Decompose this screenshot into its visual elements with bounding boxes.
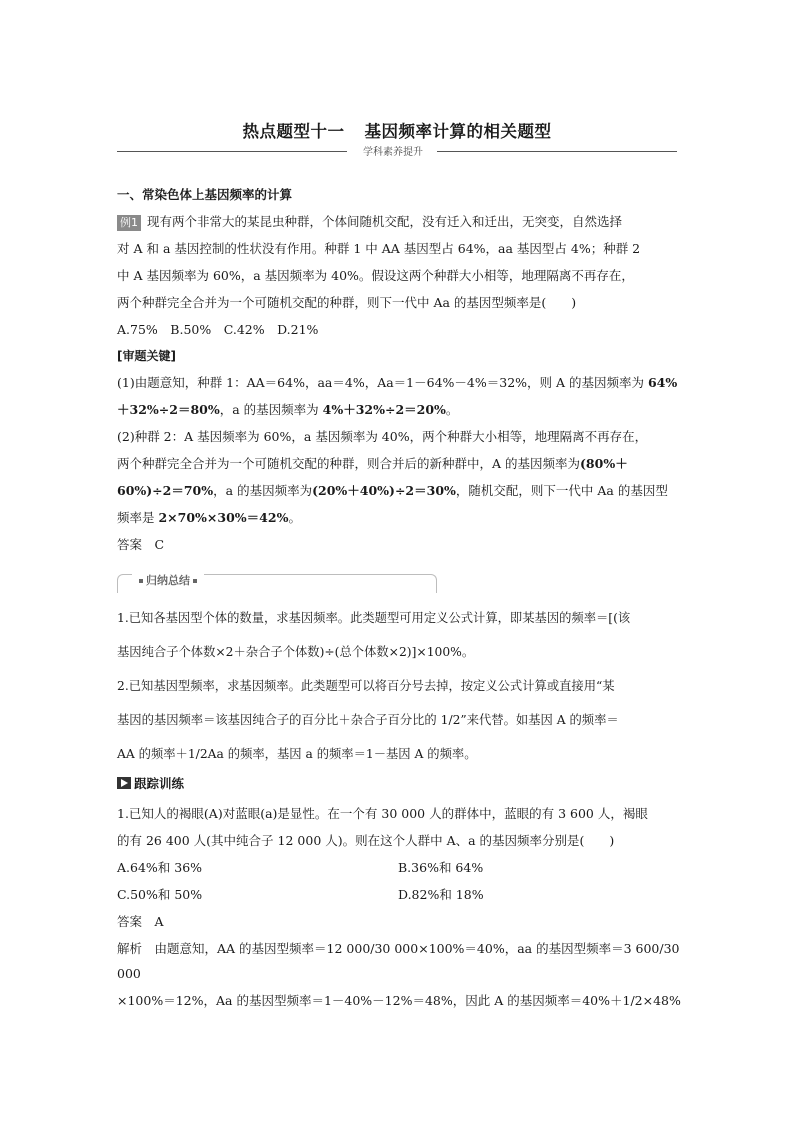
- analysis-line: 解析 由题意知，AA 的基因型频率＝12 000/30 000×100%＝40%，aa 的基因型频率＝3 600/30: [117, 941, 680, 956]
- question-line: 的有 26 400 人(其中纯合子 12 000 人)。则在这个人群中 A、a 的基因频率分别是( ): [117, 833, 615, 848]
- key-text: 两个种群完全合并为一个可随机交配的种群，则合并后的新种群中，A 的基因频率为: [117, 456, 581, 471]
- key-text: 。: [445, 402, 459, 417]
- answer: 答案 C: [117, 537, 165, 552]
- key-line: [117, 399, 683, 421]
- key-text: (1)由题意知，种群 1：AA＝64%，aa＝4%，Aa＝1－64%－4%＝32%，则 A 的基因频率为: [117, 375, 648, 390]
- analysis-line: ×100%＝12%，Aa 的基因型频率＝1－40%－12%＝48%，因此 A 的基因频率＝40%＋1/2×48%: [117, 993, 681, 1008]
- key-text: ，a 的基因频率为: [219, 402, 323, 417]
- key-text: 频率是: [117, 510, 159, 525]
- analysis-line: 000: [117, 966, 141, 981]
- page-title: [0, 118, 794, 142]
- training-heading: [117, 773, 683, 795]
- divider-left: [117, 151, 347, 152]
- key-line: (2)种群 2：A 基因频率为 60%，a 基因频率为 40%，两个种群大小相等，地理隔离不再存在，: [117, 429, 648, 444]
- key-bold: 2×70%×30%＝42%: [158, 510, 289, 525]
- answer: 答案 A: [117, 914, 164, 929]
- key-bold: 4%＋32%÷2＝20%: [322, 402, 446, 417]
- example-options: A.75% B.50% C.42% D.21%: [117, 322, 319, 337]
- bullet-icon: [139, 579, 143, 583]
- key-text: 。: [288, 510, 301, 525]
- option-d: D.82%和 18%: [398, 887, 484, 902]
- key-bold: ＋32%÷2＝80%: [117, 402, 220, 417]
- subtitle-rule: [117, 143, 677, 159]
- summary-line: AA 的频率＋1/2Aa 的频率，基因 a 的频率＝1－基因 A 的频率。: [117, 747, 477, 761]
- subtitle: 学科素养提升: [363, 147, 423, 158]
- training-heading-text: 跟踪训练: [134, 776, 185, 791]
- question-line: 1.已知人的褐眼(A)对蓝眼(a)是显性。在一个有 30 000 人的群体中，蓝眼的有 3 600 人，褐眼: [117, 806, 648, 821]
- key-bold: 60%)÷2＝70%: [117, 483, 214, 498]
- option-row: [117, 884, 683, 906]
- summary-line: 基因的基因频率＝该基因纯合子的百分比＋杂合子百分比的 1/2”来代替。如基因 A 的频率＝: [117, 713, 619, 727]
- example-line: 中 A 基因频率为 60%，a 基因频率为 40%。假设这两个种群大小相等，地理隔离不再存在，: [117, 268, 634, 283]
- divider-right: [437, 151, 677, 152]
- key-line: [117, 372, 683, 394]
- key-bold: (20%＋40%)÷2＝30%: [312, 483, 456, 498]
- summary-box: [117, 574, 437, 593]
- key-line: [117, 480, 683, 502]
- example-line: 两个种群完全合并为一个可随机交配的种群，则下一代中 Aa 的基因型频率是( ): [117, 295, 577, 310]
- key-text: ，a 的基因频率为: [213, 483, 313, 498]
- example-line: [117, 211, 683, 233]
- key-line: [117, 453, 683, 475]
- option-b: B.36%和 64%: [398, 860, 484, 875]
- example-line: 对 A 和 a 基因控制的性状没有作用。种群 1 中 AA 基因型占 64%，aa 基因型占 4%；种群 2: [117, 241, 641, 256]
- key-bold: (80%＋: [580, 456, 628, 471]
- option-a: A.64%和 36%: [117, 860, 203, 875]
- title-part1: 热点题型十一: [242, 122, 345, 141]
- summary-label: [132, 572, 204, 588]
- summary-line: 1.已知各基因型个体的数量，求基因频率。此类题型可用定义公式计算，即某基因的频率＝[(该: [117, 611, 631, 625]
- play-icon: [117, 777, 131, 789]
- key-heading: [审题关键]: [117, 349, 176, 363]
- summary-line: 2.已知基因型频率，求基因频率。此类题型可以将百分号去掉，按定义公式计算或直接用“某: [117, 679, 615, 693]
- example-tag: 例1: [117, 215, 141, 231]
- bullet-icon: [193, 579, 197, 583]
- option-c: C.50%和 50%: [117, 887, 203, 902]
- example-text: 现有两个非常大的某昆虫种群，个体间随机交配，没有迁入和迁出，无突变，自然选择: [147, 214, 623, 229]
- section-heading: 一、常染色体上基因频率的计算: [117, 187, 293, 202]
- key-text: ，随机交配，则下一代中 Aa 的基因型: [455, 483, 668, 498]
- summary-label-text: 归纳总结: [146, 574, 190, 587]
- option-row: [117, 857, 683, 879]
- summary-line: 基因纯合子个体数×2＋杂合子个体数)÷(总个体数×2)]×100%。: [117, 645, 475, 659]
- title-part2: 基因频率计算的相关题型: [364, 122, 552, 141]
- key-bold: 64%: [647, 375, 678, 390]
- key-line: [117, 507, 683, 529]
